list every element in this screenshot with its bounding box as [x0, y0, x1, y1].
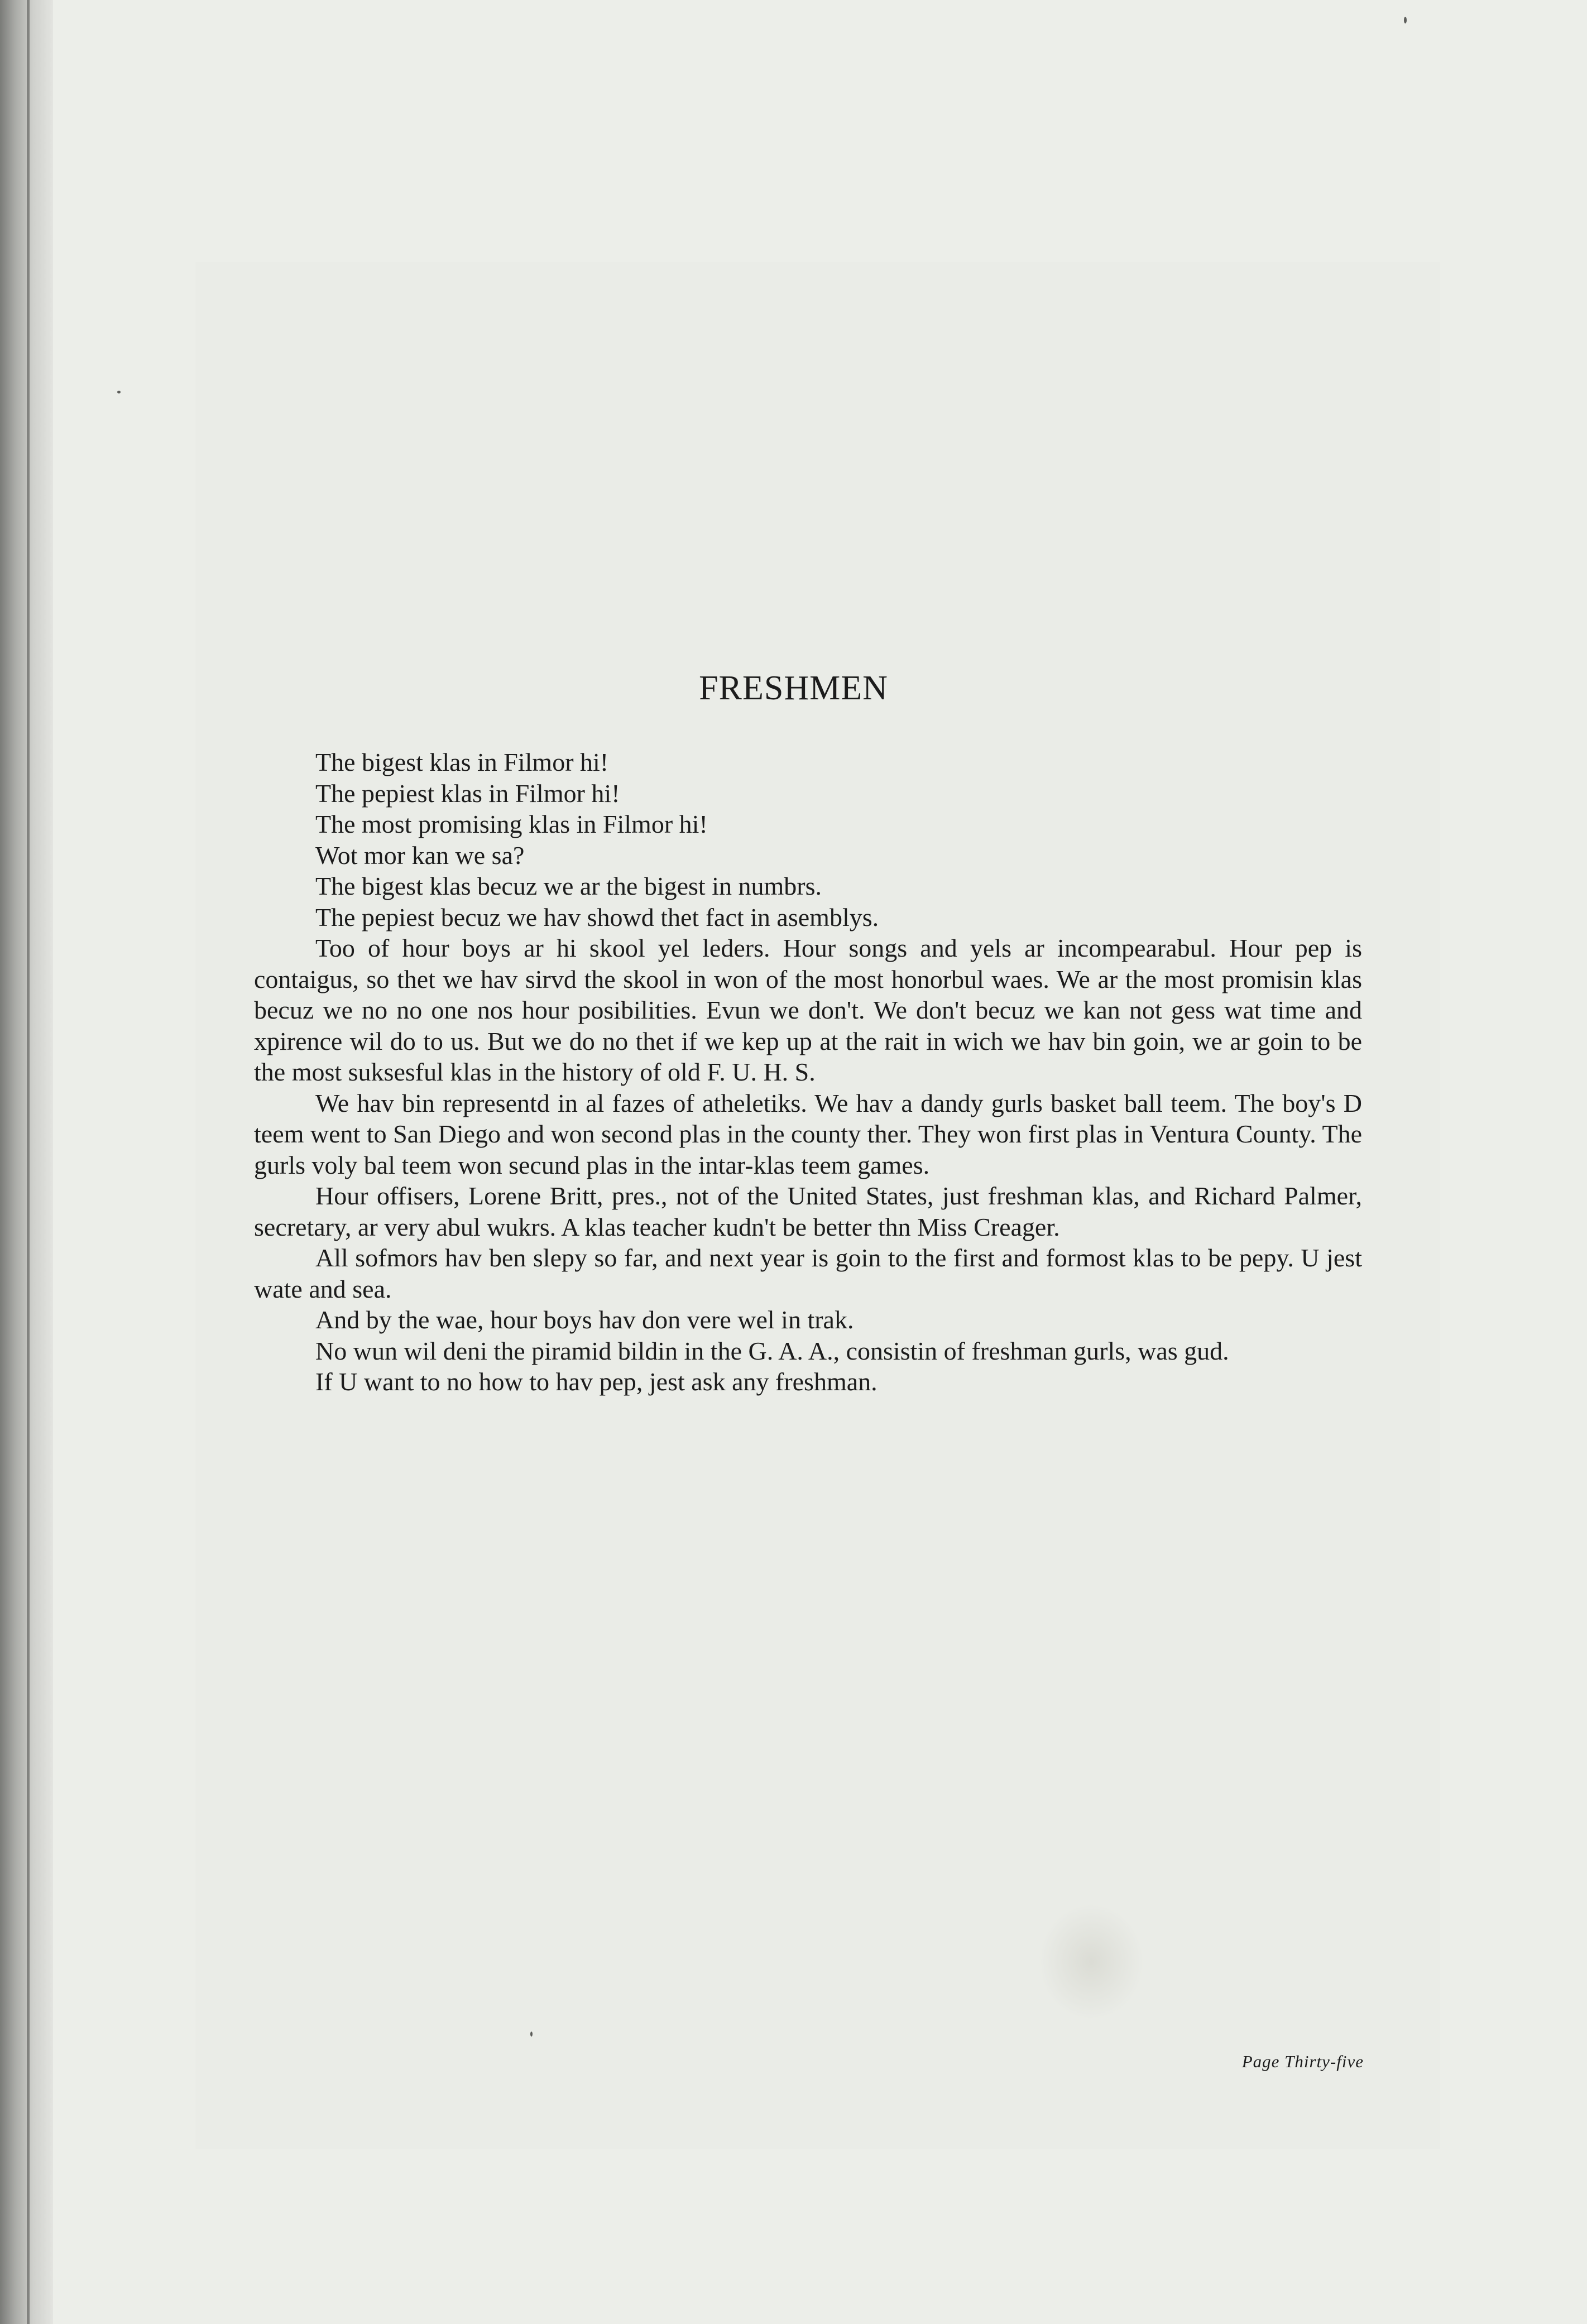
paper-speck	[1404, 17, 1407, 23]
verse-line: The pepiest becuz we hav showd thet fact in asemblys.	[315, 902, 879, 931]
paper-speck	[530, 2032, 533, 2037]
paragraph-piramid: No wun wil deni the piramid bildin in the G. A. A., consistin of freshman gurls, was gud.	[315, 1336, 1229, 1365]
paragraph-yel-leders: Too of hour boys ar hi skool yel leders. Hour songs and yels ar incompearabul. Hour pep is contaigus, so thet we hav sirvd the skool in won of the most honorbul waes. We ar the most promisin klas becuz we no no one nos hour posibilities. Evun we don't. We don't becuz we kan not gess wat time and xpirence wil do to us. But we do no thet if we kep up at the rait in wich we hav bin goin, we ar goin to be the most suksesful klas in the history of old F. U. H. S.	[254, 934, 1362, 1086]
verse-line: The bigest klas in Filmor hi!	[315, 748, 609, 776]
page-title: FRESHMEN	[699, 669, 888, 707]
paragraph-trak: And by the wae, hour boys hav don vere wel in trak.	[315, 1305, 854, 1334]
verse-line: Wot mor kan we sa?	[315, 841, 525, 870]
binding-fold-line	[27, 0, 30, 2324]
article-body	[254, 747, 1362, 1398]
paragraph-atheletiks: We hav bin representd in al fazes of atheletiks. We hav a dandy gurls basket ball teem. The boy's D teem went to San Diego and won second plas in the county ther. They won first plas in Ventura County. The gurls voly bal teem won secund plas in the intar-klas teem games.	[254, 1088, 1362, 1179]
page-number: Page Thirty-five	[1241, 2052, 1364, 2071]
paper-speck	[117, 391, 121, 393]
paragraph-offisers: Hour offisers, Lorene Britt, pres., not of the United States, just freshman klas, and Richard Palmer, secretary, ar very abul wukrs. A klas teacher kudn't be better thn Miss Creager.	[254, 1182, 1362, 1241]
verse-line: The bigest klas becuz we ar the bigest in numbrs.	[315, 872, 822, 900]
verse-line: The pepiest klas in Filmor hi!	[315, 779, 620, 808]
paragraph-pep: If U want to no how to hav pep, jest ask any freshman.	[315, 1367, 878, 1396]
verse-line: The most promising klas in Filmor hi!	[315, 810, 708, 838]
paper-smudge	[1038, 1903, 1144, 2020]
paragraph-sofmors: All sofmors hav ben slepy so far, and next year is goin to the first and formost klas to be pepy. U jest wate and sea.	[254, 1243, 1362, 1303]
